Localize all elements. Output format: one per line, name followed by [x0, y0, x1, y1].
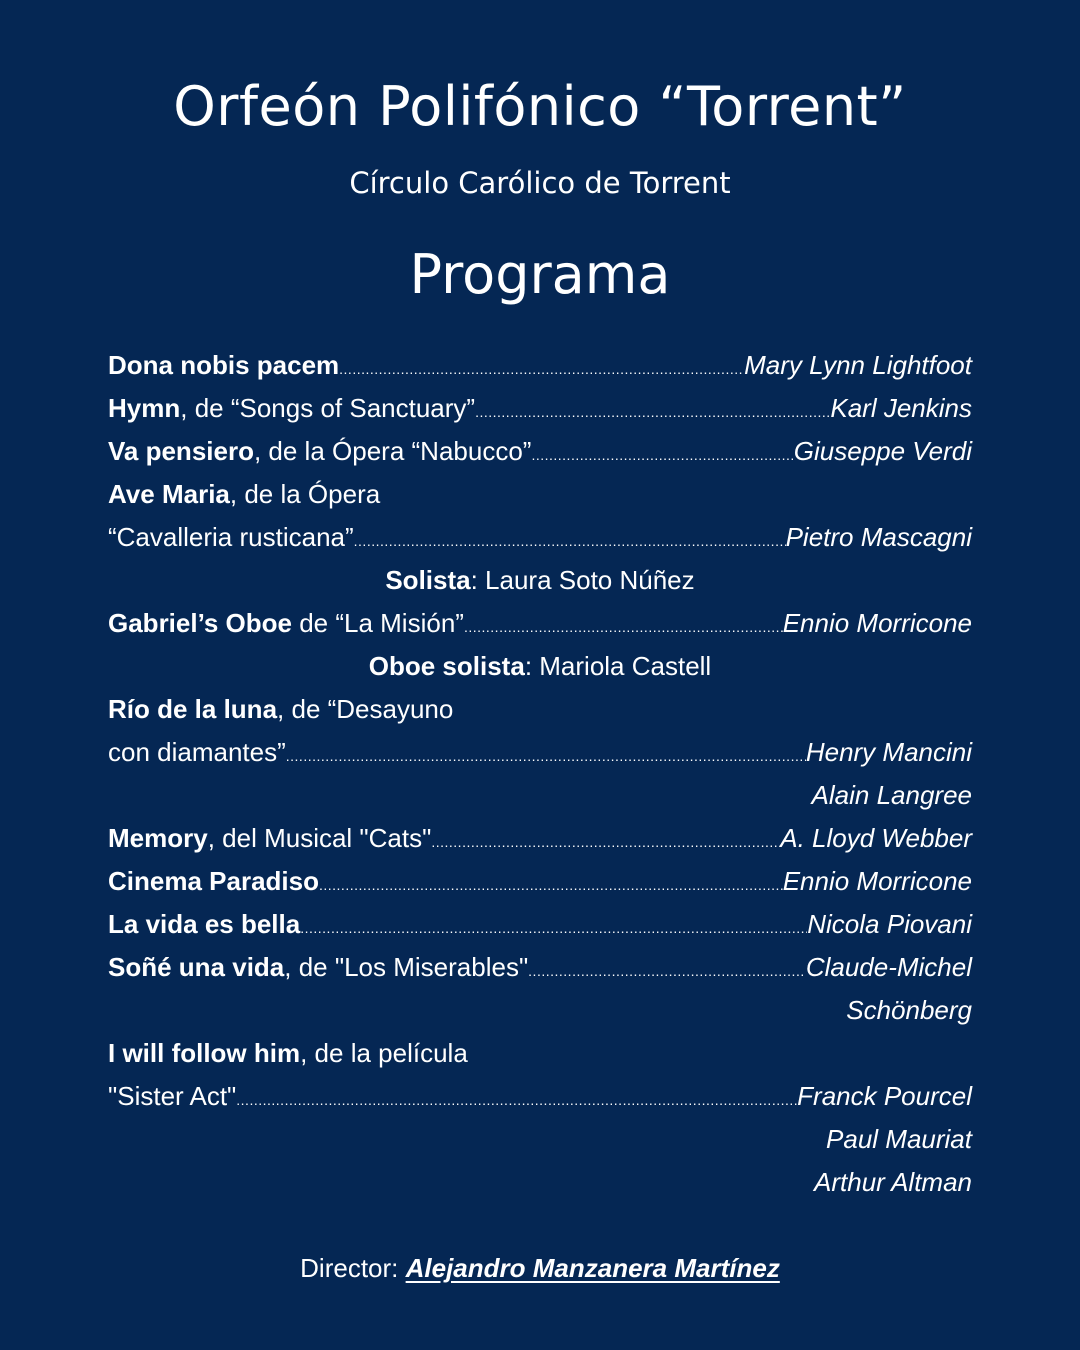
composer-name: Paul Mauriat	[826, 1124, 972, 1154]
piece-title	[108, 430, 531, 473]
dot-leader	[464, 606, 783, 649]
program-entry	[108, 903, 972, 946]
dot-leader	[236, 1079, 797, 1122]
piece-name: La vida es bella	[108, 909, 301, 939]
dot-leader	[431, 821, 780, 864]
piece-title	[108, 473, 380, 516]
piece-detail: , de “Desayuno	[277, 694, 454, 724]
piece-title	[108, 946, 528, 989]
composer-name: Alain Langree	[811, 780, 972, 810]
director-label: Director:	[300, 1253, 406, 1283]
program-entry	[108, 430, 972, 473]
program-list	[108, 344, 972, 1204]
composer-name: Franck Pourcel	[797, 1081, 972, 1111]
soloist-name: : Mariola Castell	[524, 651, 712, 681]
piece-detail: , de "Los Miserables"	[284, 952, 529, 982]
piece-title	[108, 1032, 468, 1075]
piece-title	[108, 731, 286, 774]
piece-detail: , de la Ópera “Nabucco”	[253, 436, 532, 466]
composer-name: Ennio Morricone	[782, 608, 972, 638]
piece-name: Ave Maria	[108, 479, 230, 509]
dot-leader	[286, 735, 806, 778]
piece-detail: de “La Misión”	[291, 608, 464, 638]
soloist-role: Solista	[385, 565, 471, 595]
program-entry	[108, 946, 972, 989]
piece-name: Soñé una vida	[108, 952, 285, 982]
program-entry	[108, 516, 972, 559]
piece-detail: , del Musical "Cats"	[207, 823, 432, 853]
composer-name: Karl Jenkins	[830, 393, 972, 423]
piece-name: Hymn	[108, 393, 181, 423]
piece-title	[108, 817, 431, 860]
piece-name: I will follow him	[108, 1038, 301, 1068]
program-composer-continuation	[108, 989, 972, 1032]
piece-title	[108, 688, 453, 731]
composer-name: Nicola Piovani	[807, 909, 972, 939]
piece-name: Río de la luna	[108, 694, 278, 724]
piece-detail: "Sister Act"	[108, 1081, 237, 1111]
dot-leader	[531, 434, 793, 477]
program-entry-line	[108, 473, 972, 516]
soloist-text	[369, 645, 711, 688]
piece-name: Memory	[108, 823, 208, 853]
piece-title	[108, 860, 319, 903]
composer-name: Arthur Altman	[814, 1167, 972, 1197]
soloist-role: Oboe solista	[368, 651, 525, 681]
piece-title	[108, 1075, 236, 1118]
piece-name: Dona nobis pacem	[108, 350, 340, 380]
dot-leader	[339, 348, 744, 391]
program-entry	[108, 1075, 972, 1118]
program-entry	[108, 344, 972, 387]
program-composer-continuation	[108, 774, 972, 817]
program-composer-continuation	[108, 1118, 972, 1161]
piece-title	[108, 387, 475, 430]
program-heading: Programa	[409, 243, 671, 306]
piece-name: Gabriel’s Oboe	[108, 608, 292, 638]
piece-title	[108, 602, 464, 645]
program-entry-line	[108, 1032, 972, 1075]
program-entry	[108, 387, 972, 430]
composer-name: Pietro Mascagni	[785, 522, 972, 552]
piece-detail: , de “Songs of Sanctuary”	[180, 393, 476, 423]
piece-name: Cinema Paradiso	[108, 866, 319, 896]
dot-leader	[319, 864, 783, 907]
dot-leader	[300, 907, 807, 950]
director-name-link[interactable]: Alejandro Manzanera Martínez	[405, 1253, 780, 1283]
piece-title	[108, 344, 339, 387]
composer-name: Claude-Michel	[805, 952, 972, 982]
director-line	[0, 1248, 1080, 1288]
page-subtitle: Círculo Carólico de Torrent	[349, 166, 731, 200]
program-entry	[108, 817, 972, 860]
page-title: Orfeón Polifónico “Torrent”	[173, 75, 907, 138]
composer-name: Mary Lynn Lightfoot	[744, 350, 972, 380]
program-entry	[108, 731, 972, 774]
soloist-text	[385, 559, 694, 602]
piece-title	[108, 516, 354, 559]
dot-leader	[354, 520, 786, 563]
soloist-credit	[108, 559, 972, 602]
composer-name: Ennio Morricone	[782, 866, 972, 896]
dot-leader	[475, 391, 830, 434]
piece-detail: , de la película	[300, 1038, 468, 1068]
composer-name: Giuseppe Verdi	[793, 436, 972, 466]
soloist-credit	[108, 645, 972, 688]
piece-title	[108, 903, 300, 946]
piece-name: Va pensiero	[108, 436, 254, 466]
composer-name: Henry Mancini	[805, 737, 972, 767]
program-entry	[108, 860, 972, 903]
program-composer-continuation	[108, 1161, 972, 1204]
composer-name: Schönberg	[846, 995, 972, 1025]
program-entry-line	[108, 688, 972, 731]
composer-name: A. Lloyd Webber	[780, 823, 972, 853]
soloist-name: : Laura Soto Núñez	[470, 565, 695, 595]
program-entry	[108, 602, 972, 645]
piece-detail: “Cavalleria rusticana”	[108, 522, 354, 552]
dot-leader	[528, 950, 806, 993]
piece-detail: , de la Ópera	[229, 479, 381, 509]
piece-detail: con diamantes”	[108, 737, 286, 767]
